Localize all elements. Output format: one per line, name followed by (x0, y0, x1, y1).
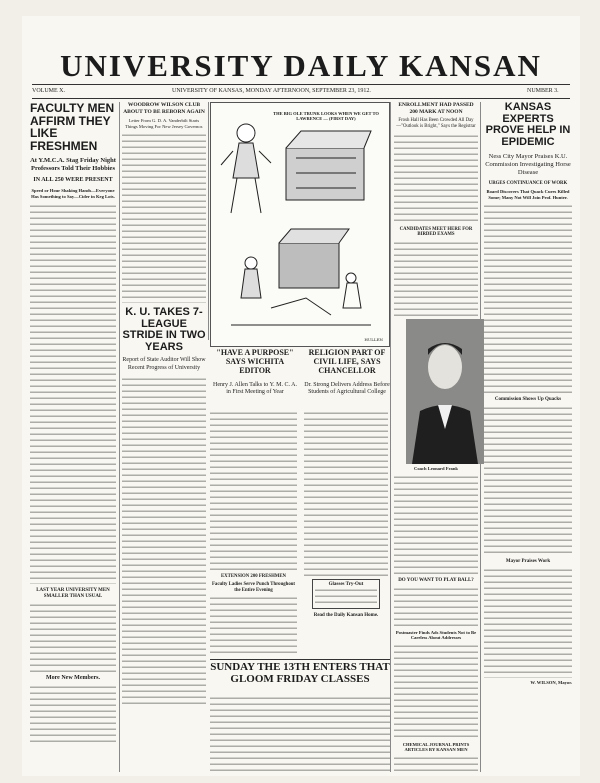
headline-enrollment: ENROLLMENT HAD PASSED 200 MARK AT NOON (398, 102, 474, 115)
article-body (30, 204, 116, 584)
headline-faculty: FACULTY MEN AFFIRM THEY LIKE FRESHMEN (30, 102, 115, 153)
column-experts (484, 102, 572, 772)
subhead-play-ball: DO YOU WANT TO PLAY BALL? (398, 577, 474, 583)
story-sunday (210, 662, 390, 698)
headline-purpose: "HAVE A PURPOSE" SAYS WICHITA EDITOR (216, 348, 294, 376)
subhead-mayor: Mayor Praises Work (505, 559, 551, 565)
dateline: UNIVERSITY OF KANSAS, MONDAY AFTERNOON, SEPTEMBER 23, 1912. (172, 88, 371, 94)
headline-wilson-club: WOODROW WILSON CLUB ABOUT TO BE REBORN AGAIN (123, 102, 205, 115)
column-faculty (30, 102, 116, 772)
glasses-box (312, 579, 380, 609)
headline-stride: K. U. TAKES 7-LEAGUE STRIDE IN TWO YEARS (122, 306, 206, 353)
subhead-candidates: CANDIDATES MEET HERE FOR BIRDED EXAMS (399, 226, 473, 238)
article-body (122, 133, 206, 303)
subhead-postmaster: Postmaster Finds Ads Students Not to Be Careless About Addresses (395, 629, 477, 640)
subhead-punch: Faculty Ladies Serve Punch Throughout the Entire Evening (212, 581, 295, 593)
deck-stag-night: At Y.M.C.A. Stag Friday Night Professors Told Their Hobbies (30, 157, 116, 173)
subhead-extension: EXTENSION 200 FRESHMEN (220, 574, 287, 579)
send-home-box: Read the Daily Kansan Home. (313, 613, 379, 618)
deck-quack: Board Discovers That Quack Cures Killed Some; Many Not Will Join Prof. Hunter. (486, 189, 570, 200)
deck-auditor: Report of State Auditor Will Show Recent Progress of University (122, 357, 206, 371)
headline-experts: KANSAS EXPERTS PROVE HELP IN EPIDEMIC (485, 102, 571, 148)
article-body (304, 411, 388, 576)
box-title: Glasses Try-Out (328, 582, 364, 587)
mayor-signature: W. WILSON, Mayor. (530, 680, 572, 686)
masthead-rule (32, 84, 570, 85)
subhead-quacks: Commission Shows Up Quacks (494, 397, 562, 403)
newspaper-page (22, 16, 580, 776)
cartoon-drawing (211, 103, 389, 346)
deck-present: IN ALL 250 WERE PRESENT (33, 176, 113, 183)
headline-sunday: SUNDAY THE 13TH ENTERS THAT GLOOM FRIDAY CLASSES (210, 662, 390, 685)
deck-frosh-hall: Frosh Hall Has Been Crowded All Day—"Outlook is Bright," Says the Registrar (396, 118, 476, 129)
headline-religion: RELIGION PART OF CIVIL LIFE, SAYS CHANCELLOR (308, 348, 386, 376)
cartoon-signature: HULLEN (364, 337, 383, 342)
folio-rule (32, 98, 570, 99)
cartoon-trunk (210, 102, 390, 347)
issue-number: NUMBER 3. (527, 88, 559, 94)
cartoon-caption: THE BIG OLE TRUNK LOOKS WHEN WE GET TO LAWRENCE — (FIRST DAY) (273, 111, 379, 122)
deck-continuance: URGES CONTINUANCE OF WORK (488, 180, 568, 186)
subhead-new-members: More New Members. (45, 675, 101, 682)
deck-strong: Dr. Strong Delivers Address Before Students of Agricultural College (304, 381, 390, 395)
volume-label: VOLUME X. (32, 88, 65, 94)
deck-allen: Henry J. Allen Talks to Y. M. C. A. in First Meeting of Year (213, 381, 297, 395)
article-body (210, 411, 297, 571)
deck-cider: Speed or Hour Shaking Hands—Everyone Has Something to Say—Cider in Keg Lots. (31, 188, 115, 199)
column-wilson (122, 102, 206, 772)
coach-photo (406, 319, 484, 464)
deck-ness-city: Ness City Mayor Praises K.U. Commission Investigating Horse Disease (485, 153, 571, 176)
photo-label: Coach Leonard Frank (414, 466, 458, 471)
subhead-chemical: CHEMICAL JOURNAL PRINTS ARTICLES BY KANSAN MEN (402, 741, 470, 752)
masthead: UNIVERSITY DAILY KANSAN (60, 48, 542, 83)
subhead-smaller: LAST YEAR UNIVERSITY MEN SMALLER THAN USUAL (36, 588, 110, 600)
deck-vanderbilt: Letter From G. D. A. Vanderbilt Starts Things Moving For New Jersey Governor. (124, 118, 204, 129)
